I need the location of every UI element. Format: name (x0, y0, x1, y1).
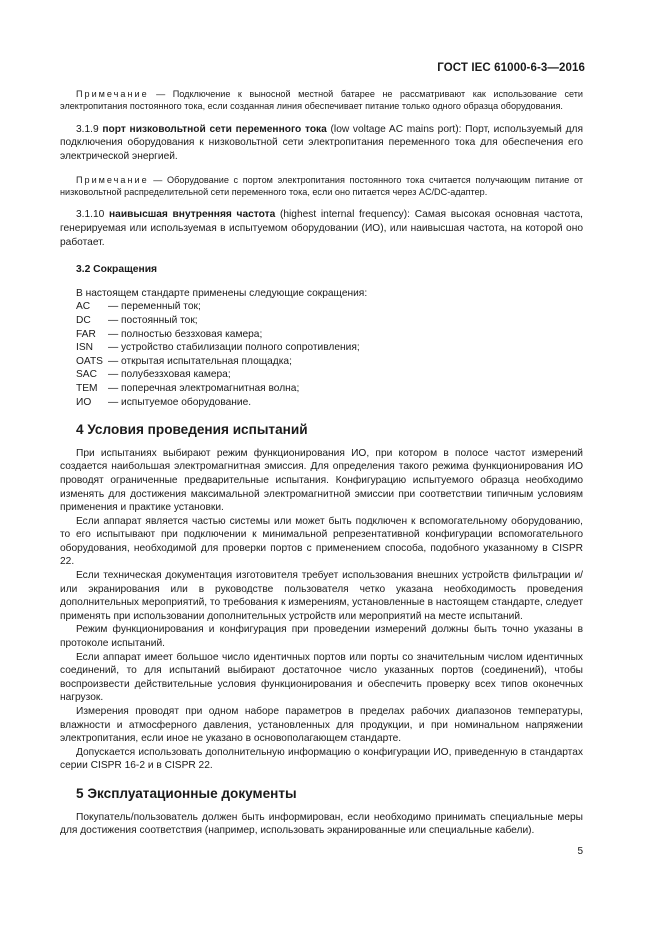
abbreviation-code: TEM (76, 382, 98, 394)
abbreviation-description: — постоянный ток; (108, 314, 198, 326)
section-5-heading: 5 Эксплуатационные документы (76, 785, 297, 801)
abbreviation-item (76, 368, 583, 382)
note-text: Подключение к выносной местной батарее не рассматривают как использование сети электропитания постоянного тока, если созданная линия обеспечивает питание только одного образца оборудования. (60, 89, 583, 112)
abbreviation-code: OATS (76, 355, 103, 367)
section-4-paragraph: Если техническая документация изготовителя требует использования внешних устройств фильтрации и/или экранирования или в руководстве пользователя четко указана необходимость проведения дополнительных мероприятий, то требования к измерениям, установленные в настоящем стандарте, следует применять при использовании дополнительных устройств или мероприятий на месте испытаний. (60, 570, 583, 622)
abbreviation-code: AC (76, 301, 91, 313)
note-label: Примечание (76, 89, 149, 99)
abbreviation-code: DC (76, 314, 91, 326)
abbreviation-code: SAC (76, 369, 97, 381)
abbreviation-code: ИО (76, 396, 92, 408)
abbreviation-description: — переменный ток; (108, 301, 201, 313)
abbreviation-description: — полностью беззховая камера; (108, 328, 263, 340)
section-4-paragraph: Режим функционирования и конфигурация при проведении измерений должны быть точно указаны в протоколе испытаний. (60, 624, 583, 650)
note-text: Оборудование с портом электропитания постоянного тока считается получающим питание от низковольтной распределительной сети переменного тока, если оно питается через AC/DC-адаптер. (60, 174, 583, 197)
definition-3-1-9 (60, 123, 583, 164)
abbreviation-item (76, 355, 583, 369)
section-3-2-heading: 3.2 Сокращения (76, 264, 158, 276)
abbreviation-description: — поперечная электромагнитная волна; (108, 382, 300, 394)
standard-header: ГОСТ IEC 61000-6-3—2016 (437, 62, 585, 74)
abbreviation-description: — полубеззховая камера; (108, 369, 231, 381)
abbreviations-intro: В настоящем стандарте применены следующие сокращения: (76, 287, 368, 299)
definition-text: (low voltage AC mains port): Порт, используемый для подключения оборудования к низковольтной сети электропитания переменного тока для обеспечения его электрической энергией. (60, 123, 583, 162)
abbreviation-item (76, 341, 583, 355)
section-4-paragraph: Если аппарат имеет большое число идентичных портов или порты со значительным числом идентичных соединений, то для испытаний выбирают достаточное число указанных портов (соединений), чтобы воспроизвести действительные условия функционирования и обеспечить проверку всех типов оконечных нагрузок. (60, 651, 583, 704)
note-dash: — (148, 174, 168, 185)
note-label: Примечание (76, 174, 149, 185)
abbreviations-list (60, 300, 583, 409)
note-1 (60, 88, 583, 113)
abbreviation-item (76, 396, 583, 410)
note-2 (60, 174, 583, 199)
abbreviation-description: — устройство стабилизации полного сопротивления; (108, 342, 360, 354)
abbreviation-code: ISN (76, 342, 93, 354)
definition-term: порт низковольтной сети переменного тока (102, 123, 327, 135)
abbreviation-description: — испытуемое оборудование. (108, 396, 252, 408)
definition-3-1-10 (60, 208, 583, 249)
section-5-paragraph: Покупатель/пользователь должен быть информирован, если необходимо принимать специальные меры для достижения соответствия (например, использовать экранированные или специальные кабели). (60, 811, 583, 837)
abbreviation-code: FAR (76, 328, 96, 340)
section-4-paragraph: Измерения проводят при одном наборе параметров в пределах рабочих диапазонов температуры, влажности и атмосферного давления, установленных для продукции, и при номинальном напряжении электропитания, если иное не указано в основополагающем стандарте. (60, 706, 583, 745)
note-dash: — (148, 89, 173, 99)
abbreviation-item (76, 382, 583, 396)
abbreviation-item (76, 314, 583, 328)
section-4-heading: 4 Условия проведения испытаний (76, 422, 308, 438)
abbreviation-item (76, 300, 583, 314)
section-4-paragraph: Если аппарат является частью системы или может быть подключен к вспомогательному оборудованию, то его испытывают при подключении к минимальной репрезентативной конфигурации вспомогательного оборудования, необходимой для проверки портов с применением способа, подобного указанному в CISPR 22. (60, 515, 583, 568)
page-number: 5 (577, 846, 583, 857)
definition-text: (highest internal frequency): Самая высокая основная частота, генерируемая или используемая в испытуемом оборудовании (ИО), или наивысшая частота, на которой оно работает. (60, 209, 583, 248)
definition-number: 3.1.10 (76, 209, 110, 221)
definition-term: наивысшая внутренняя частота (109, 209, 276, 221)
section-4-paragraph: Допускается использовать дополнительную информацию о конфигурации ИО, приведенную в стандартах серии CISPR 16-2 и в CISPR 22. (60, 746, 583, 772)
section-4-paragraph: При испытаниях выбирают режим функционирования ИО, при котором в полосе частот измерений создается наибольшая электромагнитная эмиссия. Для определения такого режима функционирования ИО проводят ограниченные предварительные испытания. Конфигурацию испытуемого образца необходимо изменять для достижения максимальной электромагнитной эмиссии при соответствии типичным условиям применения и практике установки. (60, 447, 583, 514)
abbreviation-description: — открытая испытательная площадка; (108, 355, 292, 367)
abbreviation-item (76, 328, 583, 342)
page-content (60, 88, 583, 838)
definition-number: 3.1.9 (76, 123, 103, 135)
